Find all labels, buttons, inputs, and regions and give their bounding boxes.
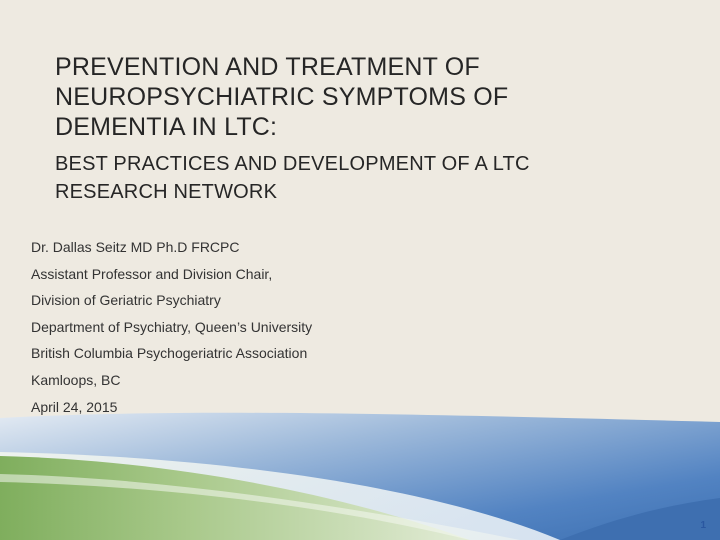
- slide-subtitle: [55, 150, 675, 206]
- author-department: Department of Psychiatry, Queen’s University: [31, 318, 313, 335]
- author-title: Assistant Professor and Division Chair,: [31, 265, 273, 282]
- presentation-location: Kamloops, BC: [31, 371, 121, 388]
- author-association: British Columbia Psychogeriatric Association: [31, 345, 308, 362]
- subtitle-line: BEST PRACTICES AND DEVELOPMENT OF A LTC: [55, 153, 530, 175]
- slide-title: [55, 52, 675, 142]
- author-division: Division of Geriatric Psychiatry: [31, 292, 221, 309]
- title-line: DEMENTIA IN LTC:: [55, 113, 278, 141]
- author-name: Dr. Dallas Seitz MD Ph.D FRCPC: [31, 239, 240, 255]
- author-info: [31, 234, 591, 420]
- decorative-wave-band: [0, 412, 720, 540]
- presentation-date: April 24, 2015: [31, 398, 118, 415]
- subtitle-line: RESEARCH NETWORK: [55, 181, 278, 203]
- title-line: NEUROPSYCHIATRIC SYMPTOMS OF: [55, 83, 509, 111]
- slide-title-block: [55, 52, 675, 206]
- title-line: PREVENTION AND TREATMENT OF: [55, 53, 480, 81]
- slide-number: 1: [700, 520, 706, 531]
